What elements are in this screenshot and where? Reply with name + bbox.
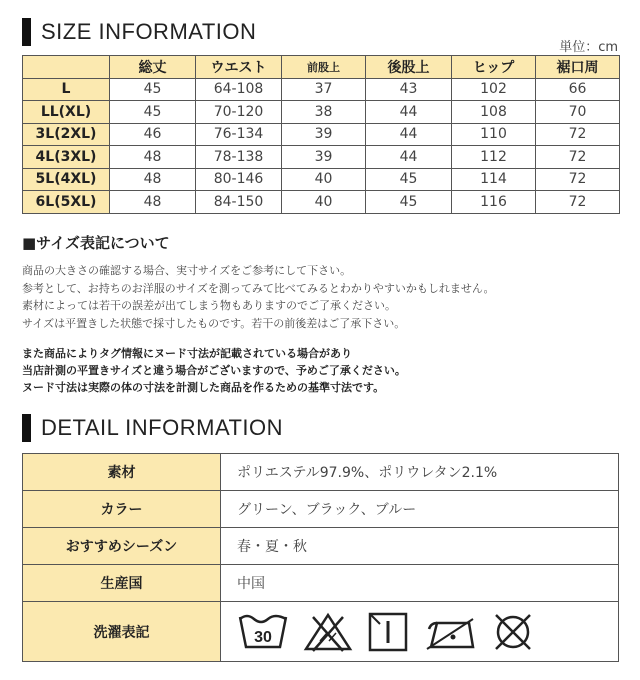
table-cell: 64-108 xyxy=(196,78,282,101)
header-front-rise: 前股上 xyxy=(282,56,366,79)
table-cell: 38 xyxy=(282,101,366,124)
heading-bar xyxy=(22,414,31,442)
detail-row-material xyxy=(23,454,619,491)
table-cell: 45 xyxy=(366,191,452,214)
detail-value: 春・夏・秋 xyxy=(221,528,619,565)
table-cell: 40 xyxy=(282,191,366,214)
detail-table xyxy=(22,453,619,662)
table-row xyxy=(23,146,620,169)
table-row xyxy=(23,191,620,214)
table-cell: 44 xyxy=(366,123,452,146)
note-line: 参考として、お持ちのお洋服のサイズを測ってみて比べてみるとわかりやすいかもしれません。 xyxy=(22,281,495,295)
table-cell: 44 xyxy=(366,101,452,124)
size-table xyxy=(22,55,620,214)
bold-note-line: ヌード寸法は実際の体の寸法を計測した商品を作るための基準寸法です。 xyxy=(22,381,385,394)
header-hem: 裾口周 xyxy=(536,56,620,79)
detail-row-origin xyxy=(23,565,619,602)
table-cell: 48 xyxy=(110,191,196,214)
detail-information-heading xyxy=(22,414,283,442)
table-row xyxy=(23,101,620,124)
iron-low-icon xyxy=(423,611,477,653)
table-cell: 112 xyxy=(452,146,536,169)
size-label: 3L(2XL) xyxy=(23,123,110,146)
size-table-header xyxy=(23,56,620,79)
table-row xyxy=(23,168,620,191)
detail-label: カラー xyxy=(23,491,221,528)
table-cell: 78-138 xyxy=(196,146,282,169)
detail-label: おすすめシーズン xyxy=(23,528,221,565)
table-cell: 72 xyxy=(536,146,620,169)
table-cell: 48 xyxy=(110,168,196,191)
header-back-rise: 後股上 xyxy=(366,56,452,79)
bold-note-line: 当店計測の平置きサイズと違う場合がございますので、予めご了承ください。 xyxy=(22,364,406,377)
line-dry-icon xyxy=(367,611,409,653)
table-cell: 80-146 xyxy=(196,168,282,191)
unit-label: 単位：cm xyxy=(559,40,618,55)
header-total-length: 総丈 xyxy=(110,56,196,79)
size-label: 5L(4XL) xyxy=(23,168,110,191)
detail-row-color xyxy=(23,491,619,528)
table-cell: 44 xyxy=(366,146,452,169)
header-waist: ウエスト xyxy=(196,56,282,79)
table-cell: 39 xyxy=(282,146,366,169)
note-line: 素材によっては若干の誤差が出てしまう物もありますのでご了承ください。 xyxy=(22,299,396,312)
table-cell: 70 xyxy=(536,101,620,124)
size-information-heading xyxy=(22,18,256,46)
heading-bar xyxy=(22,18,31,46)
table-cell: 46 xyxy=(110,123,196,146)
nude-size-notes xyxy=(22,345,406,396)
table-cell: 70-120 xyxy=(196,101,282,124)
detail-value: グリーン、ブラック、ブルー xyxy=(221,491,619,528)
table-cell: 114 xyxy=(452,168,536,191)
detail-label: 生産国 xyxy=(23,565,221,602)
header-corner xyxy=(23,56,110,79)
table-cell: 102 xyxy=(452,78,536,101)
table-cell: 76-134 xyxy=(196,123,282,146)
table-row xyxy=(23,78,620,101)
header-hip: ヒップ xyxy=(452,56,536,79)
table-cell: 45 xyxy=(110,101,196,124)
size-notes-title: ■サイズ表記について xyxy=(22,234,170,252)
table-cell: 108 xyxy=(452,101,536,124)
table-cell: 45 xyxy=(110,78,196,101)
note-line: 商品の大きさの確認する場合、実寸サイズをご参考にして下さい。 xyxy=(22,264,352,277)
care-symbols xyxy=(221,602,619,662)
size-label: 4L(3XL) xyxy=(23,146,110,169)
detail-label: 素材 xyxy=(23,454,221,491)
bold-note-line: また商品によりタグ情報にヌード寸法が記載されている場合があり xyxy=(22,347,352,360)
table-cell: 45 xyxy=(366,168,452,191)
detail-value: ポリエステル97.9%、ポリウレタン2.1% xyxy=(221,454,619,491)
size-label: L xyxy=(23,78,110,101)
table-cell: 110 xyxy=(452,123,536,146)
detail-row-season xyxy=(23,528,619,565)
detail-value: 中国 xyxy=(221,565,619,602)
table-cell: 48 xyxy=(110,146,196,169)
wash-30-icon xyxy=(237,611,289,653)
table-cell: 43 xyxy=(366,78,452,101)
no-bleach-icon xyxy=(303,611,353,653)
size-label: 6L(5XL) xyxy=(23,191,110,214)
no-dryclean-icon xyxy=(491,611,535,653)
wash-temp: 30 xyxy=(254,628,272,646)
detail-information-title: DETAIL INFORMATION xyxy=(41,415,284,440)
table-cell: 39 xyxy=(282,123,366,146)
table-cell: 40 xyxy=(282,168,366,191)
size-label: LL(XL) xyxy=(23,101,110,124)
size-notes xyxy=(22,262,622,332)
size-information-title: SIZE INFORMATION xyxy=(41,19,257,44)
table-cell: 72 xyxy=(536,168,620,191)
table-cell: 72 xyxy=(536,123,620,146)
table-cell: 72 xyxy=(536,191,620,214)
detail-label: 洗濯表記 xyxy=(23,602,221,662)
table-cell: 66 xyxy=(536,78,620,101)
table-row xyxy=(23,123,620,146)
detail-row-care xyxy=(23,602,619,662)
note-line: サイズは平置きした状態で採寸したものです。若干の前後差はご了承下さい。 xyxy=(22,316,406,330)
table-cell: 116 xyxy=(452,191,536,214)
table-cell: 84-150 xyxy=(196,191,282,214)
table-cell: 37 xyxy=(282,78,366,101)
